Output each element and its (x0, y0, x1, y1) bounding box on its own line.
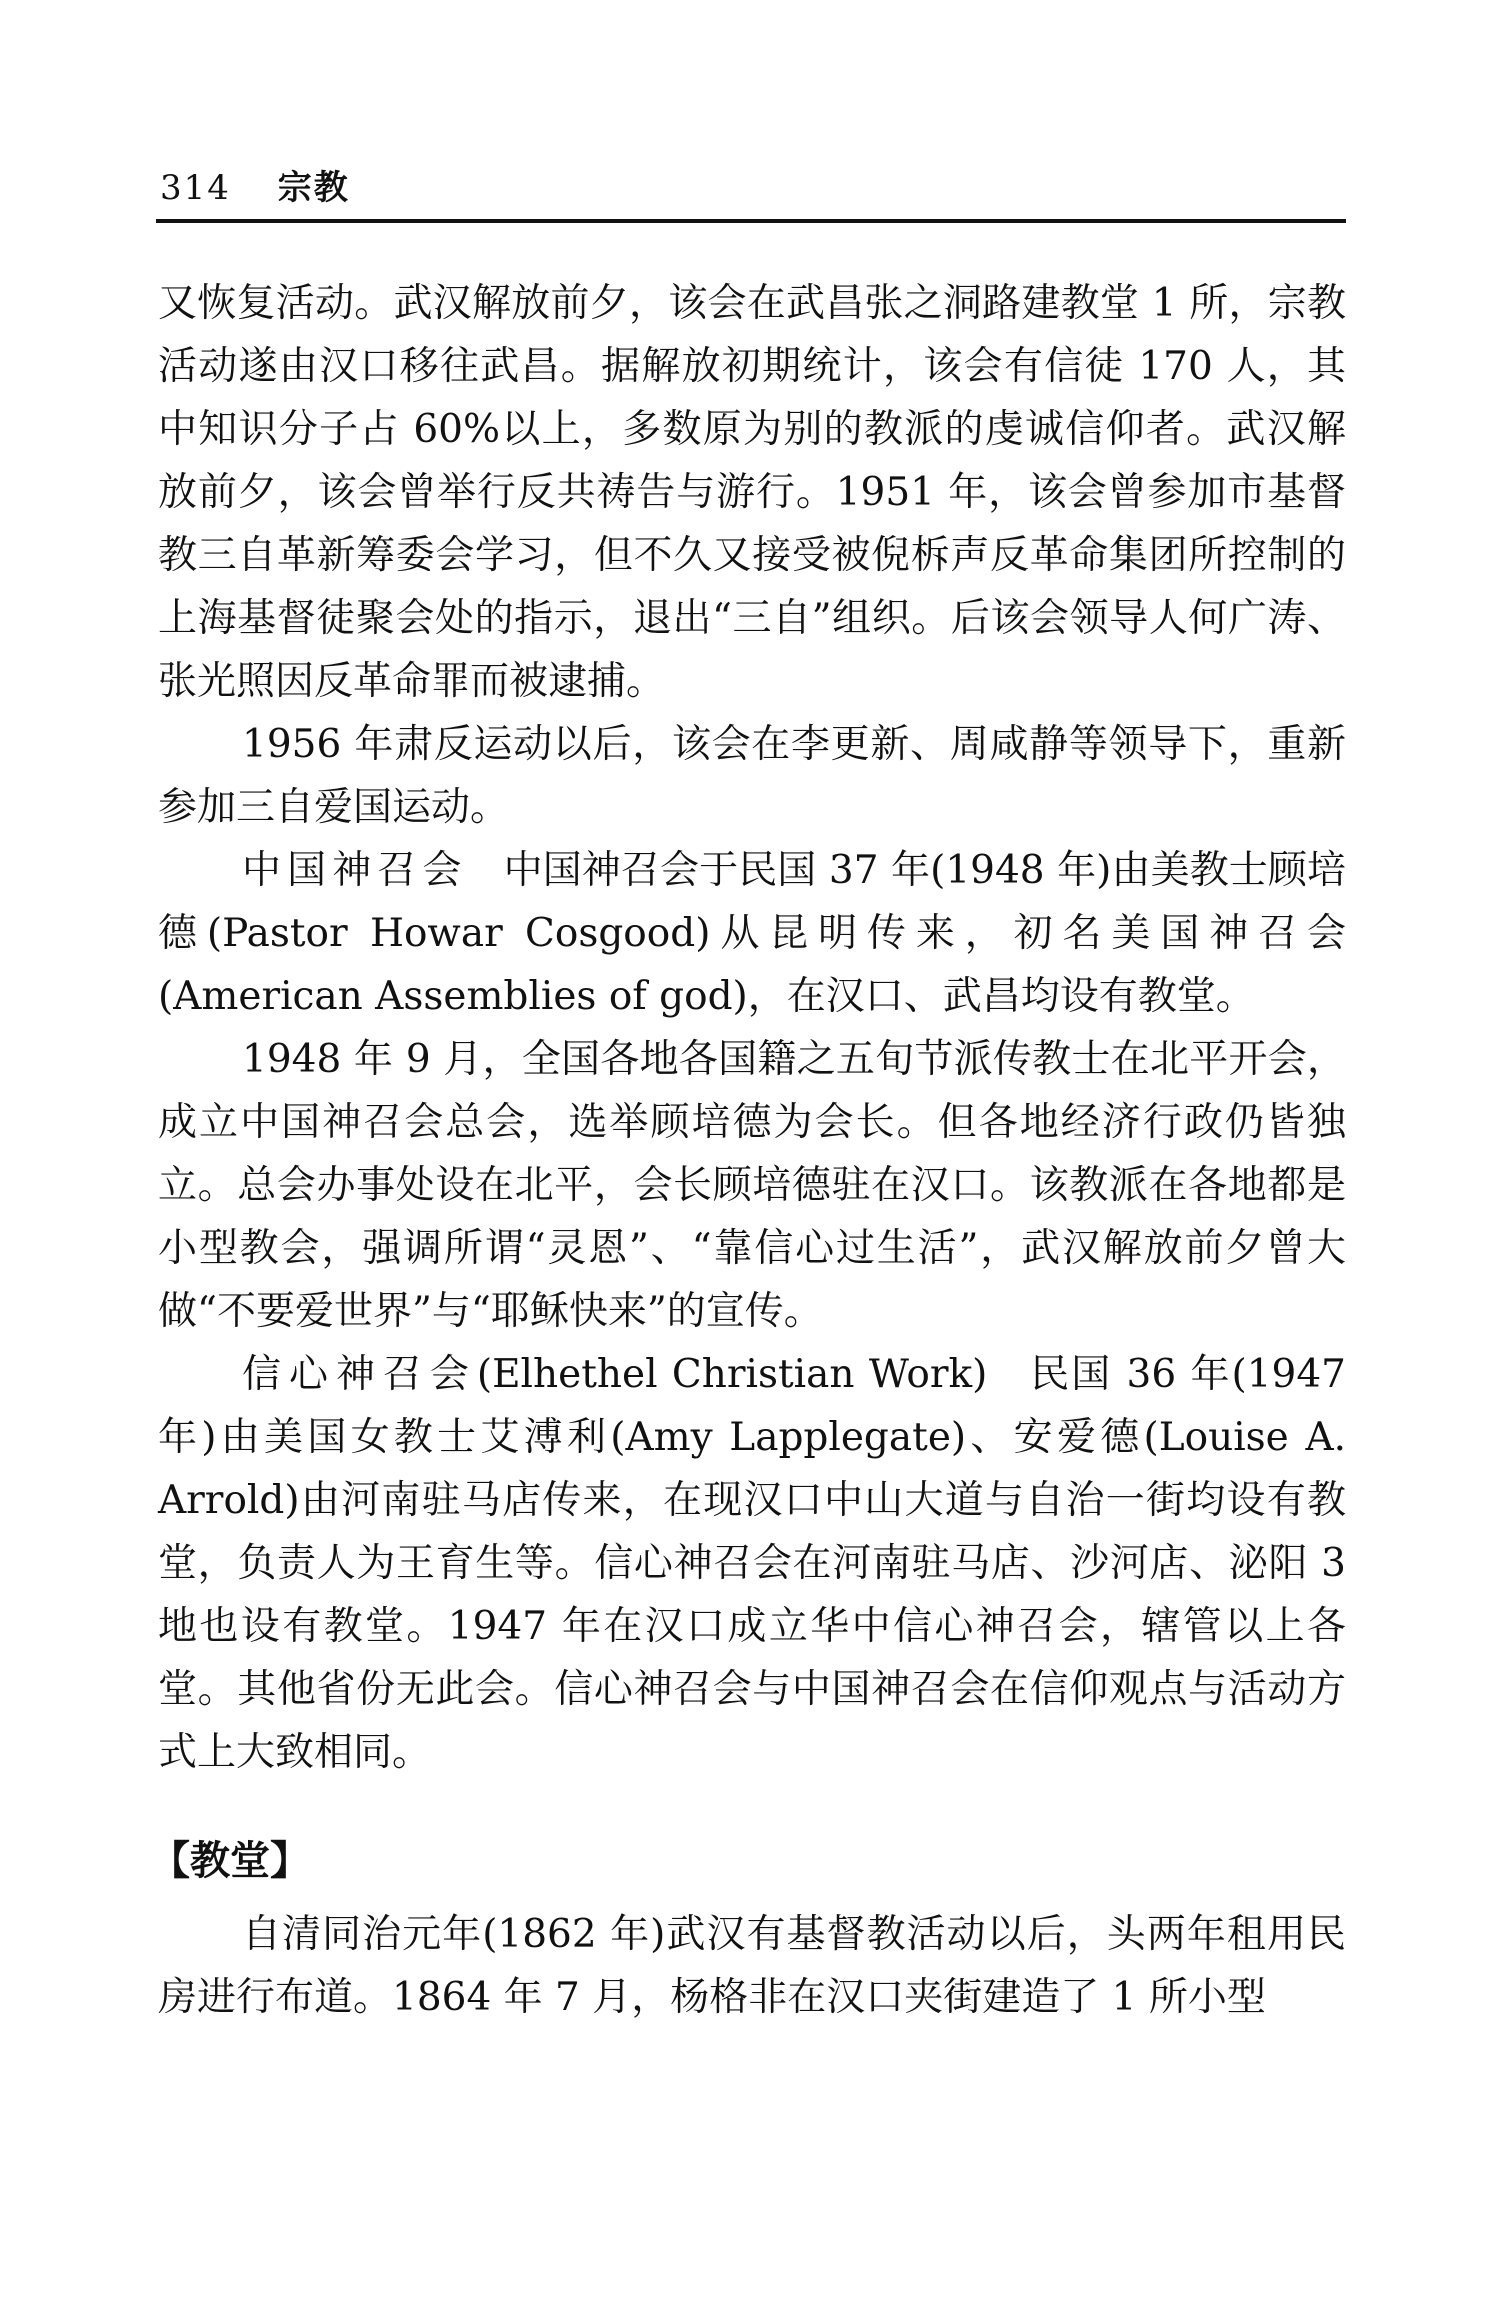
paragraph-churches (158, 1903, 1346, 2029)
paragraph-faith-assembly (158, 1343, 1346, 1784)
page-number: 314 (160, 168, 231, 208)
header-rule (156, 219, 1346, 223)
entry-term: 中国神召会 (242, 848, 468, 893)
paragraph-general-council (158, 1028, 1346, 1343)
paragraph-text: 1956 年肃反运动以后，该会在李更新、周咸静等领导下，重新参加三自爱国运动。 (158, 722, 1346, 830)
paragraph-assemblies-of-god (158, 839, 1346, 1028)
body-text (150, 272, 1346, 2029)
running-head (160, 160, 350, 209)
paragraph-continuation (158, 272, 1346, 713)
paragraph-text: 又恢复活动。武汉解放前夕，该会在武昌张之洞路建教堂 1 所，宗教活动遂由汉口移往武昌。据解放初期统计，该会有信徒 170 人，其中知识分子占 60%以上，多数原为别的教派的虔诚信仰者。武汉解放前夕，该会曾举行反共祷告与游行。1951 年，该会曾参加市基督教三自革新筹委会学习，但不久又接受被倪柝声反革命集团所控制的上海基督徒聚会处的指示，退出“三自”组织。后该会领导人何广涛、张光照因反革命罪而被逮捕。 (158, 281, 1346, 704)
section-name: 宗教 (277, 168, 350, 208)
paragraph-text: 自清同治元年(1862 年)武汉有基督教活动以后，头两年租用民房进行布道。1864 年 7 月，杨格非在汉口夹街建造了 1 所小型 (158, 1912, 1346, 2020)
paragraph-text: 1948 年 9 月，全国各地各国籍之五旬节派传教士在北平开会，成立中国神召会总会，选举顾培德为会长。但各地经济行政仍皆独立。总会办事处设在北平，会长顾培德驻在汉口。该教派在各地都是小型教会，强调所谓“灵恩”、“靠信心过生活”，武汉解放前夕曾大做“不要爱世界”与“耶稣快来”的宣传。 (158, 1037, 1346, 1334)
section-heading: 【教堂】 (150, 1838, 310, 1884)
paragraph-text: (Elhethel Christian Work) 民国 36 年(1947 年)由美国女教士艾溥利(Amy Lapplegate)、安爱德(Louise A. Arrold)由河南驻马店传来，在现汉口中山大道与自治一街均设有教堂，负责人为王育生等。信心神召会在河南驻马店、沙河店、泌阳 3 地也设有教堂。1947 年在汉口成立华中信心神召会，辖管以上各堂。其他省份无此会。信心神召会与中国神召会在信仰观点与活动方式上大致相同。 (158, 1352, 1346, 1775)
entry-term: 信心神召会 (242, 1352, 477, 1397)
paragraph-sufan (158, 713, 1346, 839)
paragraph-text: 中国神召会于民国 37 年(1948 年)由美教士顾培德(Pastor Howar Cosgood)从昆明传来，初名美国神召会(American Assemblies of god)，在汉口、武昌均设有教堂。 (158, 848, 1346, 1019)
